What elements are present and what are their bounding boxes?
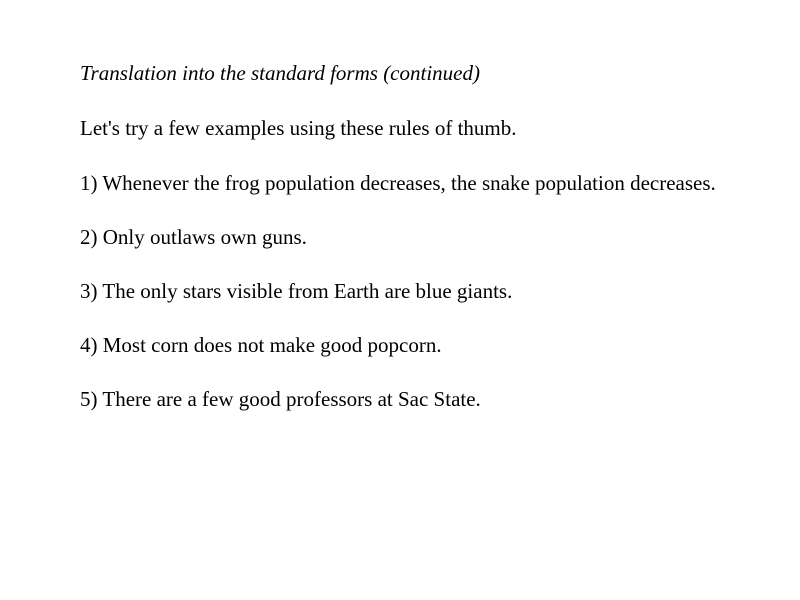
slide-intro: Let's try a few examples using these rules of thumb. xyxy=(80,116,517,140)
example-item: 3) The only stars visible from Earth are blue giants. xyxy=(80,279,513,303)
slide-title: Translation into the standard forms (continued) xyxy=(80,61,480,85)
example-item: 4) Most corn does not make good popcorn. xyxy=(80,333,442,357)
example-item: 2) Only outlaws own guns. xyxy=(80,225,307,249)
example-item: 5) There are a few good professors at Sac State. xyxy=(80,387,481,411)
example-item: 1) Whenever the frog population decreases, the snake population decreases. xyxy=(80,171,716,195)
example-list xyxy=(80,169,760,439)
